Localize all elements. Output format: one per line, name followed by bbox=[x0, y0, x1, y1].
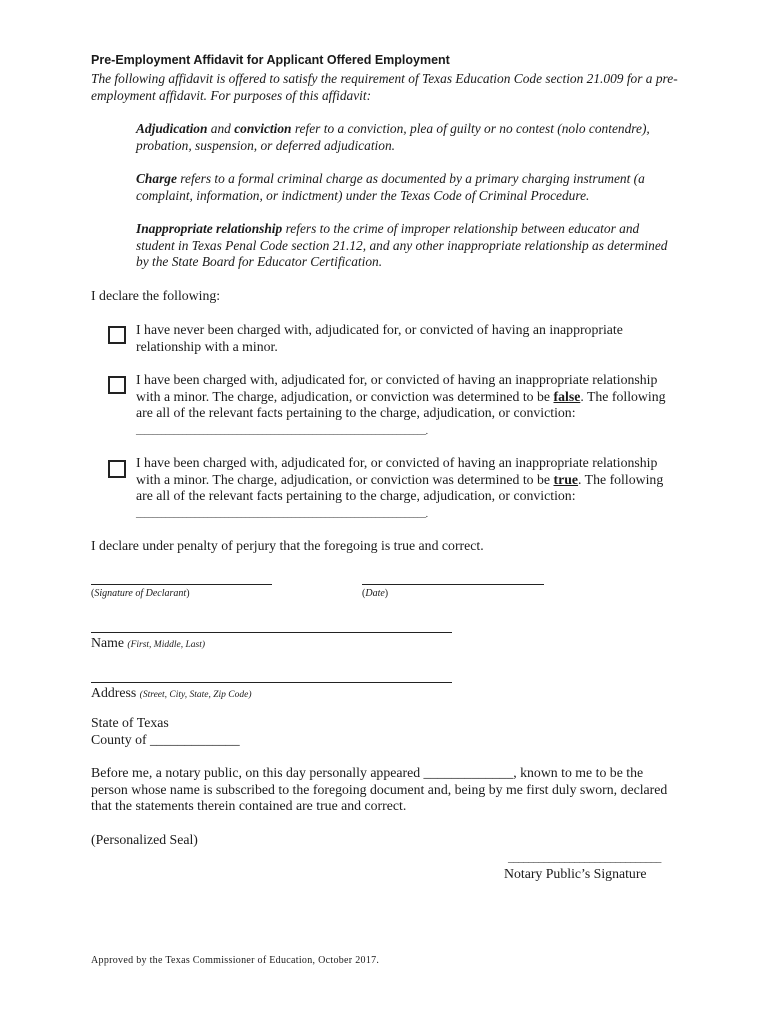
option-never-checkbox[interactable] bbox=[108, 326, 126, 344]
option-text: I have never been charged with, adjudicated for, or convicted of having an inappropriate relationship with a minor. bbox=[136, 322, 623, 354]
document-title: Pre-Employment Affidavit for Applicant Offered Employment bbox=[91, 53, 450, 67]
definition-adjudication bbox=[136, 121, 676, 154]
option-text: . The following are all of the relevant facts pertaining to the charge, adjudication, or conviction: bbox=[136, 388, 666, 420]
address-caption-text: Street, City, State, Zip Code bbox=[142, 690, 249, 700]
signature-caption-text: Signature of Declarant bbox=[94, 588, 187, 599]
definition-term: Inappropriate relationship bbox=[136, 221, 283, 236]
facts-blank[interactable]: _____________________________________________________________________. bbox=[136, 508, 428, 519]
notary-paragraph: Before me, a notary public, on this day personally appeared _____________, known to me to be the person whose name is subscribed to the foregoing document and, being by me first duly sworn, declared that the statements therein contained are true and correct. bbox=[91, 765, 668, 813]
name-caption-text: First, Middle, Last bbox=[130, 640, 202, 650]
definition-inappropriate-relationship bbox=[136, 221, 676, 271]
date-caption: (Date) bbox=[362, 588, 389, 599]
notary-signature-label: Notary Public’s Signature bbox=[504, 866, 647, 881]
definition-charge bbox=[136, 171, 676, 204]
definition-text: refers to a formal criminal charge as documented by a primary charging instrument (a complaint, information, or indictment) under the Texas Code of Criminal Procedure. bbox=[136, 171, 645, 203]
option-never-text bbox=[136, 322, 676, 355]
option-keyword-false: false bbox=[553, 388, 581, 404]
definition-term: conviction bbox=[234, 121, 292, 136]
option-false-checkbox[interactable] bbox=[108, 376, 126, 394]
option-text: I have been charged with, adjudicated for, or convicted of having an inappropriate relationship with a minor. The charge, adjudication, or conviction was determined to be bbox=[136, 455, 658, 487]
address-line[interactable] bbox=[91, 682, 452, 683]
option-text: I have been charged with, adjudicated for, or convicted of having an inappropriate relationship with a minor. The charge, adjudication, or conviction was determined to be bbox=[136, 372, 658, 404]
signature-caption: (Signature of Declarant) bbox=[91, 588, 190, 599]
date-line[interactable] bbox=[362, 584, 544, 585]
definition-text: refers to the crime of improper relationship between educator and student in Texas Penal Code section 21.12, and any other inappropriate relationship as determined by the State Board for Educator Certification. bbox=[136, 221, 668, 269]
address-label: Address bbox=[91, 685, 137, 700]
definition-join: and bbox=[207, 121, 235, 136]
definition-text: refer to a conviction, plea of guilty or no contest (nolo contendre), probation, suspension, or deferred adjudication. bbox=[136, 121, 650, 153]
option-text: . The following are all of the relevant facts pertaining to the charge, adjudication, or conviction: bbox=[136, 471, 664, 503]
name-line[interactable] bbox=[91, 632, 452, 633]
facts-blank[interactable]: _____________________________________________________________________. bbox=[136, 425, 428, 436]
footer-approval: Approved by the Texas Commissioner of Education, October 2017. bbox=[91, 955, 380, 966]
notary-signature-line[interactable]: ______________________________ bbox=[508, 852, 662, 864]
option-true-checkbox[interactable] bbox=[108, 460, 126, 478]
county-line[interactable]: County of _____________ bbox=[91, 732, 240, 747]
address-caption: (Street, City, State, Zip Code) bbox=[139, 690, 252, 700]
option-true-text bbox=[136, 455, 676, 522]
address-label-row bbox=[91, 685, 251, 704]
option-keyword-true: true bbox=[553, 471, 579, 487]
state-line: State of Texas bbox=[91, 715, 169, 730]
name-caption: (First, Middle, Last) bbox=[127, 640, 206, 650]
signature-line[interactable] bbox=[91, 584, 272, 585]
option-false-text bbox=[136, 372, 676, 439]
perjury-declaration: I declare under penalty of perjury that the foregoing is true and correct. bbox=[91, 538, 484, 553]
declare-intro: I declare the following: bbox=[91, 288, 221, 303]
definition-term: Adjudication bbox=[136, 121, 208, 136]
personalized-seal: (Personalized Seal) bbox=[91, 832, 198, 847]
date-caption-text: Date bbox=[365, 588, 385, 599]
name-label: Name bbox=[91, 635, 124, 650]
intro-paragraph: The following affidavit is offered to satisfy the requirement of Texas Education Code section 21.009 for a pre-employment affidavit. For purposes of this affidavit: bbox=[91, 71, 678, 103]
definition-term: Charge bbox=[136, 171, 177, 186]
name-label-row bbox=[91, 635, 205, 654]
